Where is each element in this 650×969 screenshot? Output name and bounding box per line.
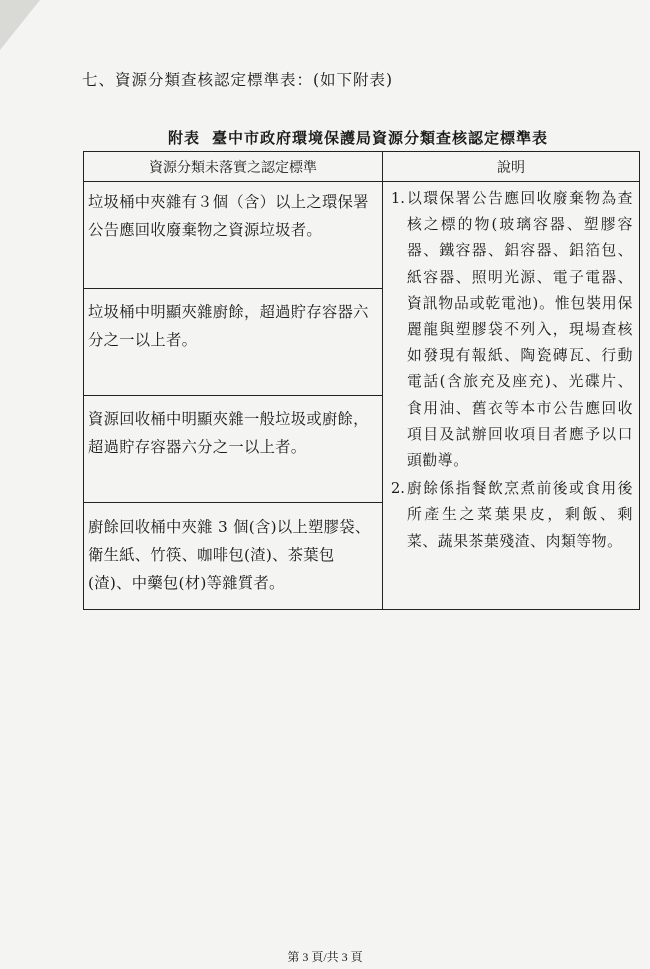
- table-title-prefix: 附表: [168, 129, 201, 147]
- table-title-text: 臺中市政府環境保護局資源分類查核認定標準表: [212, 129, 549, 147]
- criterion-cell: [84, 182, 383, 289]
- table-row: [84, 182, 640, 289]
- note-number: 1.: [390, 190, 405, 207]
- criterion-text: 資源回收桶中明顯夾雜一般垃圾或廚餘，超過貯存容器六分之一以上者。: [88, 410, 369, 456]
- criterion-text: 垃圾桶中夾雜有３個（含）以上之環保署公告應回收廢棄物之資源垃圾者。: [88, 193, 369, 239]
- note-text: 廚餘係指餐飲烹煮前後或食用後所產生之菜葉果皮，剩飯、剩菜、蔬果茶葉殘渣、肉類等物。: [407, 480, 633, 550]
- notes-cell: [383, 182, 640, 610]
- table-header-row: [84, 152, 640, 182]
- standards-table: [83, 151, 640, 610]
- note-text: 以環保署公告應回收廢棄物為查核之標的物(玻璃容器、塑膠容器、鐵容器、鋁容器、鋁箔包、紙容器、照明光源、電子電器、資訊物品或乾電池)。惟包裝用保麗龍與塑膠袋不列入，現場查核如發現有報紙、陶瓷磚瓦、行動電話(含旅充及座充)、光碟片、食用油、舊衣等本市公告應回收項目及試辦回收項目者應予以口頭勸導。: [407, 190, 633, 470]
- page-footer: 第 3 頁/共 3 頁: [287, 950, 363, 964]
- section-heading: 七、資源分類查核認定標準表：(如下附表): [82, 71, 394, 89]
- table-title: [168, 127, 548, 148]
- criterion-text: 廚餘回收桶中夾雜 3 個(含)以上塑膠袋、衛生紙、竹筷、咖啡包(渣)、茶葉包(渣)、中藥包(材)等雜質者。: [88, 518, 371, 592]
- folded-corner: [0, 0, 40, 50]
- note-item: [383, 186, 639, 474]
- header-criteria: 資源分類未落實之認定標準: [84, 152, 383, 182]
- criterion-text: 垃圾桶中明顯夾雜廚餘，超過貯存容器六分之一以上者。: [88, 303, 369, 349]
- criterion-cell: [84, 289, 383, 396]
- note-number: 2.: [390, 480, 405, 498]
- header-notes: 說明: [383, 152, 640, 182]
- criterion-cell: [84, 396, 383, 503]
- note-item: [383, 476, 639, 555]
- criterion-cell: [84, 503, 383, 610]
